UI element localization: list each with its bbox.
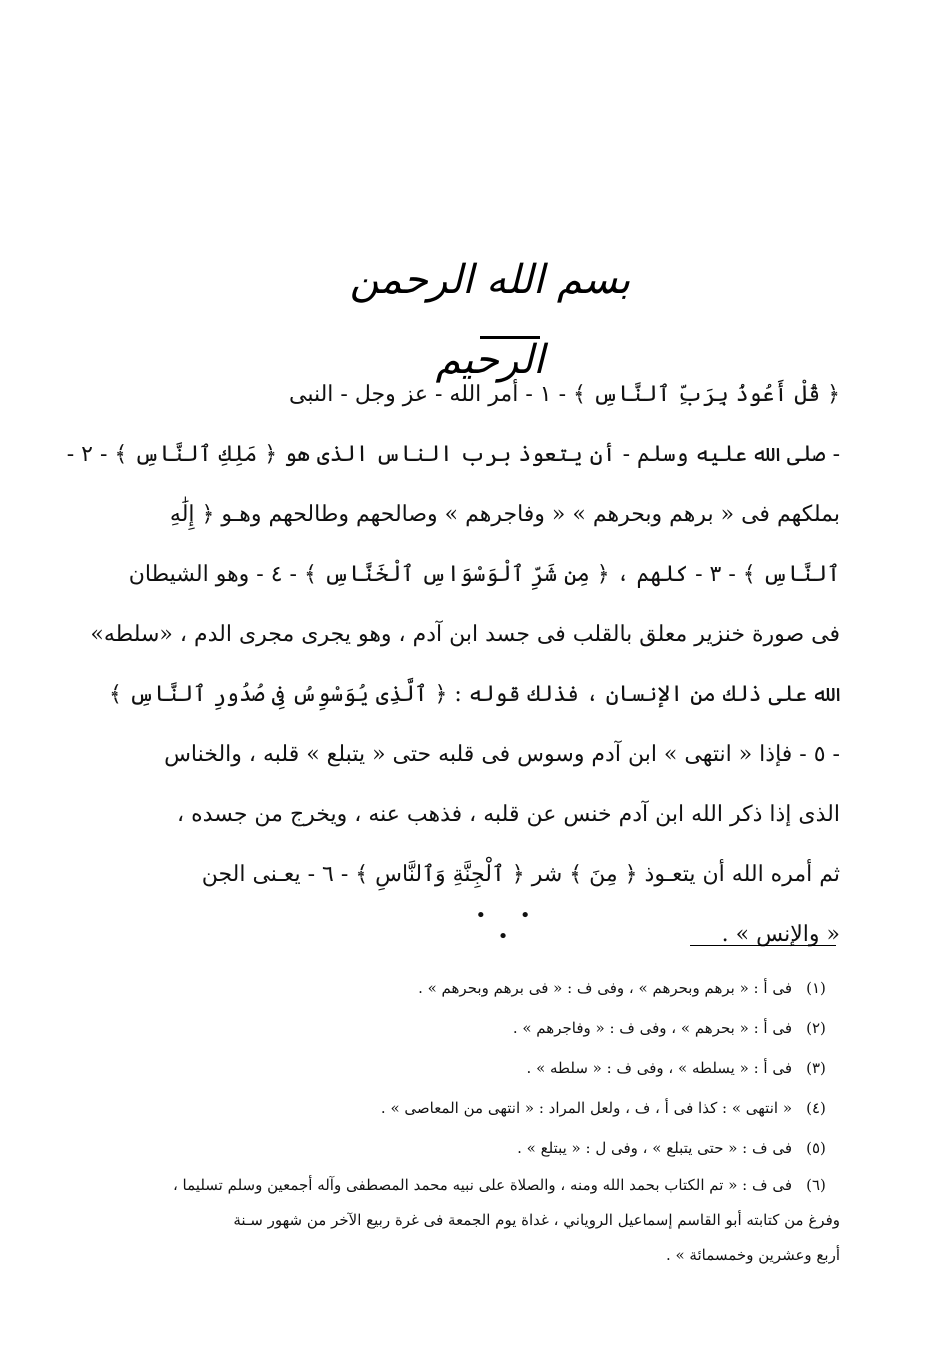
footnote-text: فى أ : « يسلطه » ، وفى ف : « سلطه » . xyxy=(526,1059,792,1077)
footnote-text: فى ف : « حتى يتبلع » ، وفى ل : « يبتلع » . xyxy=(517,1139,792,1157)
footnote-number: (١) xyxy=(806,979,826,997)
footnote-number: (٤) xyxy=(806,1099,826,1117)
footnote-4 xyxy=(150,1088,840,1128)
body-line: « والإنس » . xyxy=(721,922,840,947)
tafsir-body xyxy=(66,365,840,965)
body-line: - صلى الله عليه وسلم - أن يتعوذ برب الناس الذى هو ﴿ مَلِكِ ٱلنَّاسِ ﴾ - ٢ - xyxy=(66,442,840,467)
body-line: - ٥ - فإذا « انتهى » ابن آدم وسوس فى قلبه حتى « يتبلع » قلبه ، والخناس xyxy=(164,742,840,767)
colophon-line: وفرغ من كتابته أبو القاسم إسماعيل الروياني ، غداة يوم الجمعة فى غرة ربيع الآخر من شهور سـنة xyxy=(233,1211,840,1229)
body-line: ٱلنَّاسِ ﴾ - ٣ - كلهم ، ﴿ مِن شَرِّ ٱلْوَسْوَاسِ ٱلْخَنَّاسِ ﴾ - ٤ - وهو الشيطان xyxy=(128,562,840,587)
basmala-heading: بسم الله الرحمن الرحيم xyxy=(349,257,631,383)
footnote-text: فى أ : « برهم وبحرهم » ، وفى ف : « فى برهم وبحرهم » . xyxy=(418,979,792,997)
body-line: فى صورة خنزير معلق بالقلب فى جسد ابن آدم ، وهو يجرى مجرى الدم ، «سلطه» xyxy=(90,622,840,647)
body-line: الله على ذلك من الإنسان ، فذلك قوله : ﴿ ٱلَّذِى يُوَسْوِسُ فِى صُدُورِ ٱلنَّاسِ ﴾ xyxy=(108,682,840,707)
footnote-number: (٣) xyxy=(806,1059,826,1077)
footnotes xyxy=(150,968,840,1273)
footnote-text: فى أ : « بحرهم » ، وفى ف : « وفاجرهم » . xyxy=(512,1019,792,1037)
footnote-1 xyxy=(150,968,840,1008)
footnote-text: فى ف : « تم الكتاب بحمد الله ومنه ، والصلاة على نبيه محمد المصطفى وآله أجمعين وسلم تسليما ، xyxy=(172,1176,792,1194)
footnote-number: (٥) xyxy=(806,1139,826,1157)
body-line: الذى إذا ذكر الله ابن آدم خنس عن قلبه ، فذهب عنه ، ويخرج من جسده ، xyxy=(177,802,840,827)
footnote-number: (٢) xyxy=(806,1019,826,1037)
footnote-2 xyxy=(150,1008,840,1048)
section-ornament: • • • xyxy=(475,905,545,947)
body-line: ثم أمره الله أن يتعـوذ ﴿ مِنَ ﴾ شر ﴿ ٱلْجِنَّةِ وَٱلنَّاسِ ﴾ - ٦ - يعـنى الجن xyxy=(201,862,840,887)
body-line: ﴿ قُلْ أَعُوذُ بِرَبِّ ٱلنَّاسِ ﴾ - ١ - أمر الله - عز وجل - النبى xyxy=(288,382,840,407)
footnote-3 xyxy=(150,1048,840,1088)
footnote-5 xyxy=(150,1128,840,1168)
footnote-number: (٦) xyxy=(806,1176,826,1194)
title-divider xyxy=(480,336,540,339)
footnote-text: « انتهى » : كذا فى أ ، ف ، ولعل المراد : « انتهى من المعاصى » . xyxy=(380,1099,792,1117)
footnote-6 xyxy=(150,1168,840,1203)
body-line: بملكهم فى « برهم وبحرهم » « وفاجرهم » وصالحهم وطالحهم وهـو ﴿ إِلَٰهِ xyxy=(169,502,840,527)
colophon-line: أربع وعشرين وخمسمائة » . xyxy=(665,1246,840,1264)
footnotes-divider xyxy=(690,945,836,946)
